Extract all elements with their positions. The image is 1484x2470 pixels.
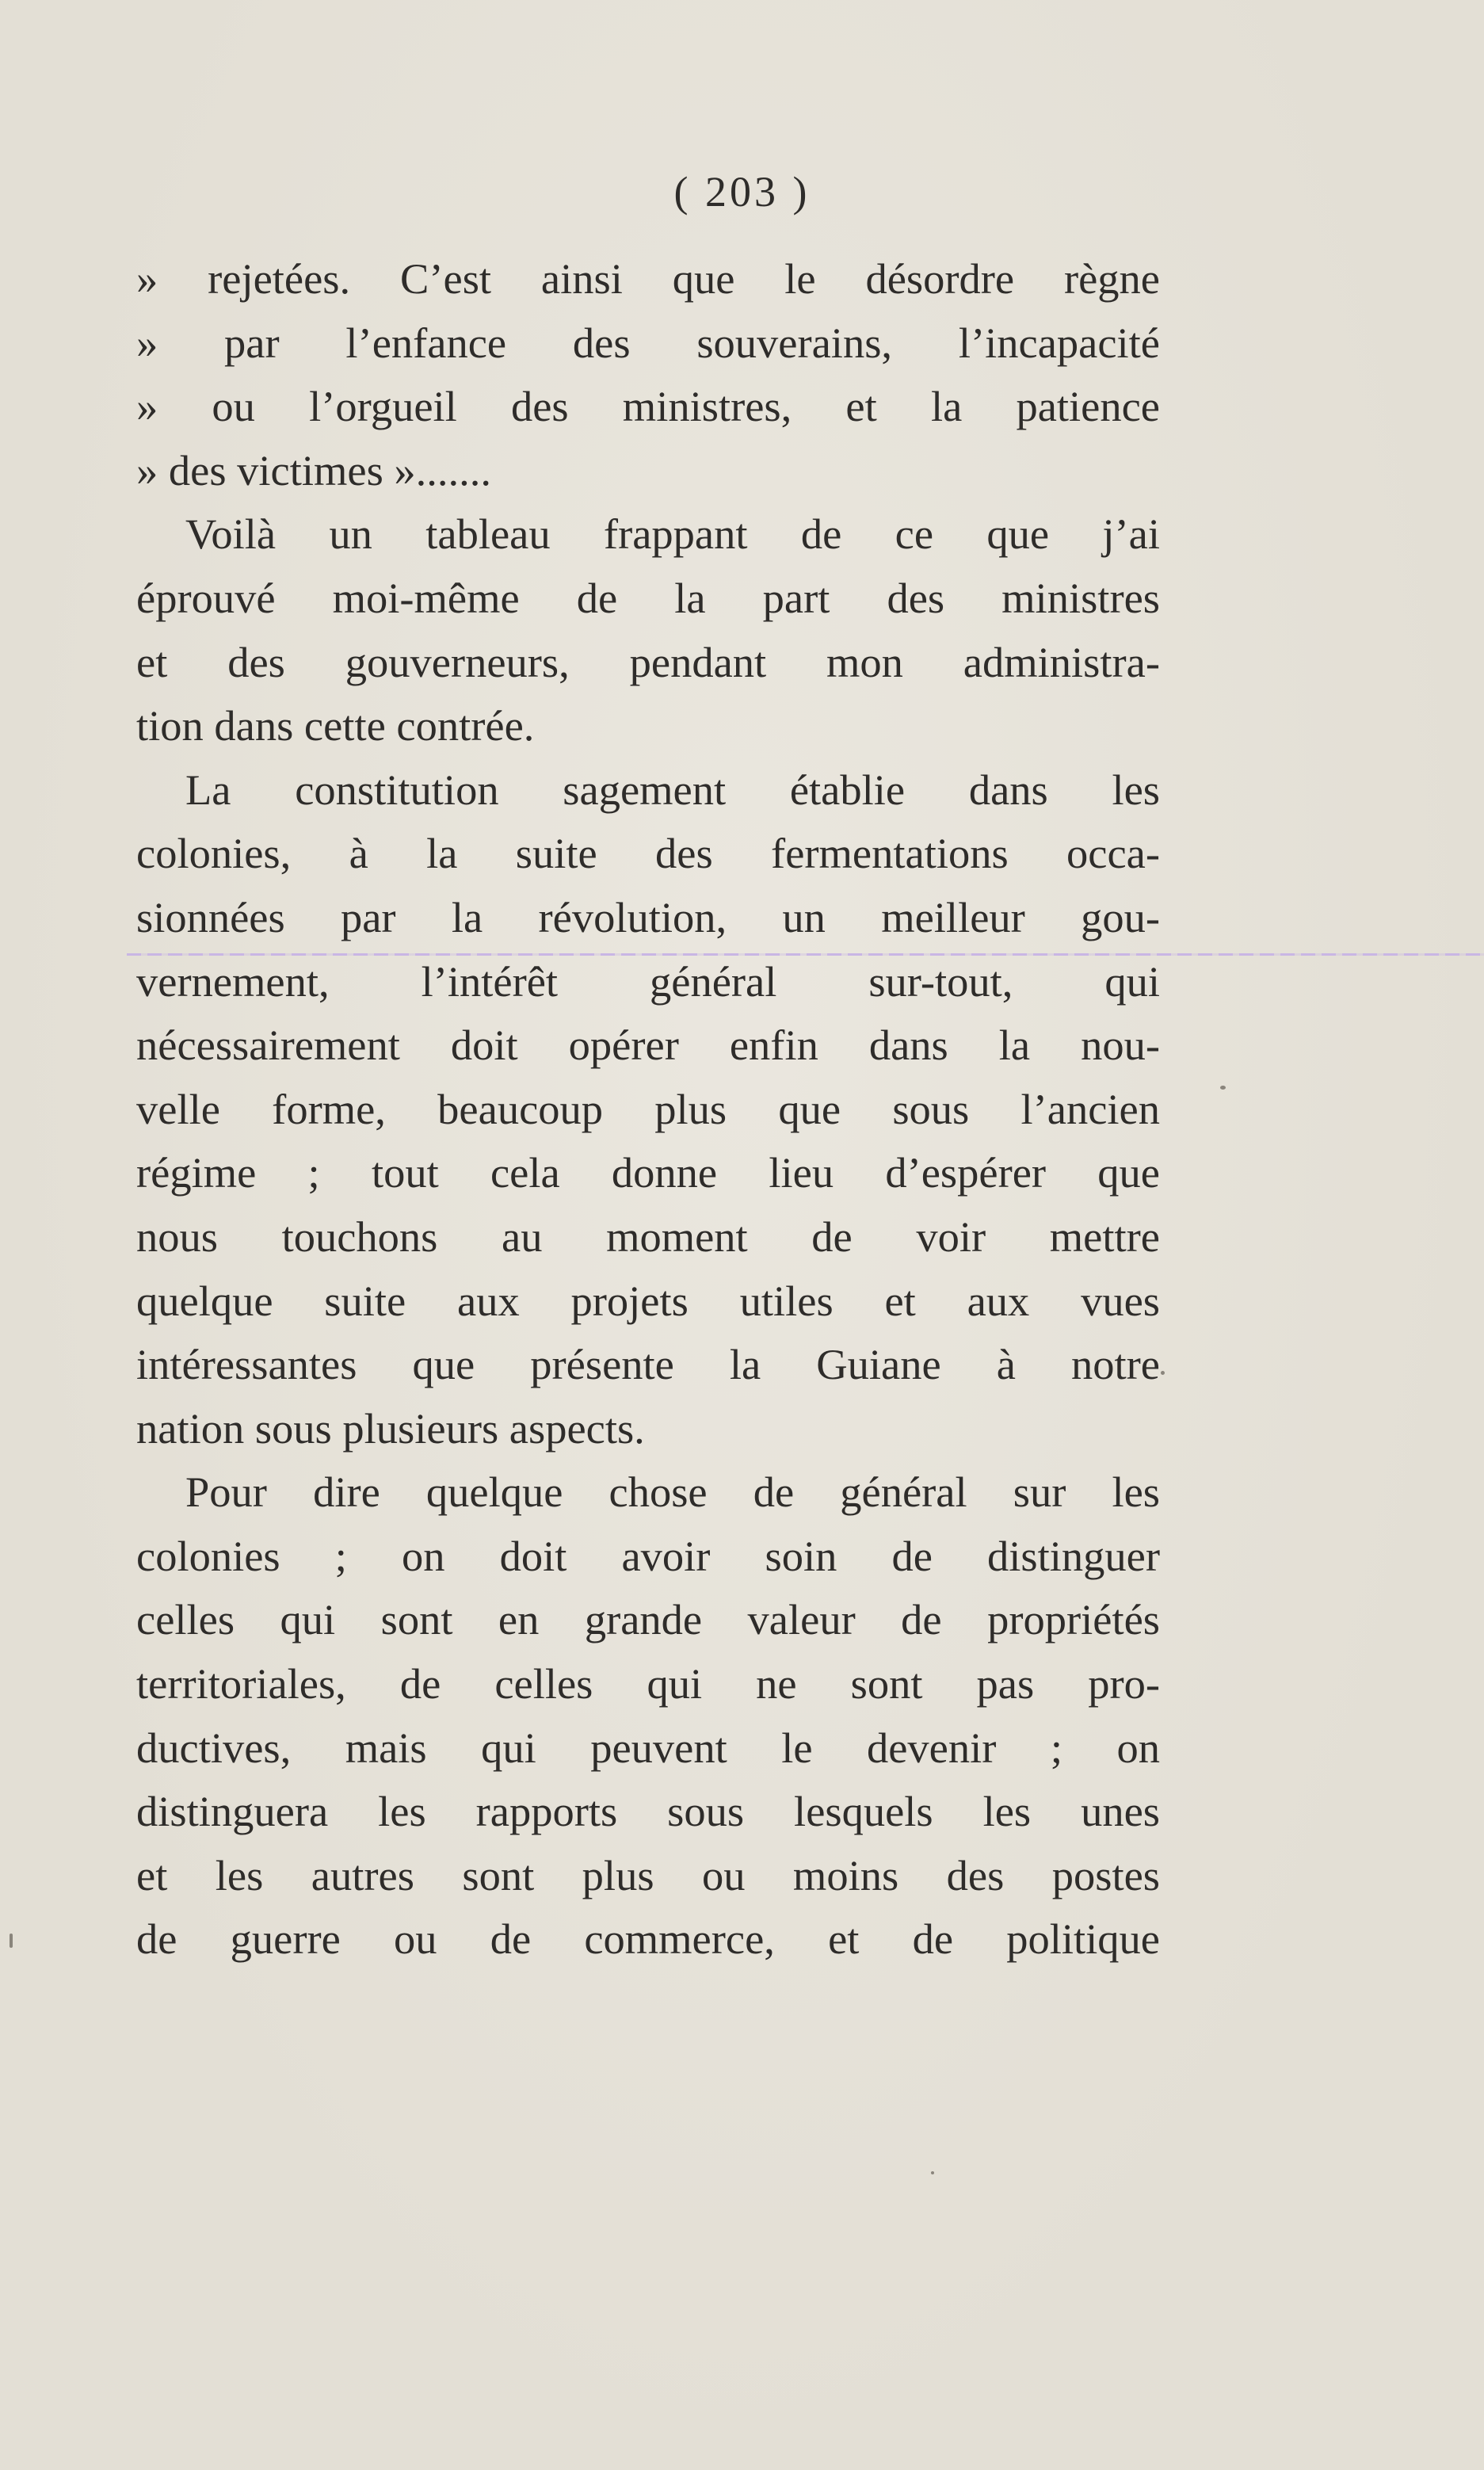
text-line: tion dans cette contrée. (136, 701, 535, 750)
text-line: régime ; tout cela donne lieu d’espérer que (136, 1148, 1160, 1197)
text-line: nécessairement doit opérer enfin dans la nou- (136, 1021, 1160, 1070)
text-line: nous touchons au moment de voir mettre (136, 1212, 1160, 1261)
paragraph-start-line: La constitution sagement établie dans les (185, 765, 1160, 814)
body-text (136, 247, 1160, 1972)
text-line: ductives, mais qui peuvent le devenir ; on (136, 1723, 1160, 1772)
text-line: et des gouverneurs, pendant mon administra- (136, 637, 1160, 686)
text-line: et les autres sont plus ou moins des postes (136, 1850, 1160, 1899)
paper-speck (1220, 1086, 1226, 1090)
paragraph-start-line: Pour dire quelque chose de général sur les (185, 1468, 1160, 1517)
text-line: » des victimes »....... (136, 445, 492, 494)
paragraph-start-line: Voilà un tableau frappant de ce que j’ai (185, 510, 1160, 559)
text-line: » ou l’orgueil des ministres, et la patience (136, 382, 1160, 431)
text-line: intéressantes que présente la Guiane à notre (136, 1340, 1160, 1389)
page-number: ( 203 ) (673, 168, 811, 216)
paper-speck (1161, 1371, 1165, 1375)
text-line: celles qui sont en grande valeur de propriétés (136, 1595, 1160, 1644)
text-line: de guerre ou de commerce, et de politique (136, 1915, 1160, 1964)
text-line: éprouvé moi-même de la part des ministres (136, 573, 1160, 622)
text-line: quelque suite aux projets utiles et aux vues (136, 1276, 1160, 1325)
text-line: » par l’enfance des souverains, l’incapacité (136, 318, 1160, 367)
scan-artifact-line (127, 953, 1484, 956)
text-line: colonies ; on doit avoir soin de distinguer (136, 1531, 1160, 1580)
text-line: velle forme, beaucoup plus que sous l’ancien (136, 1084, 1160, 1133)
text-line: vernement, l’intérêt général sur-tout, qui (136, 956, 1160, 1006)
text-line: distinguera les rapports sous lesquels les unes (136, 1787, 1160, 1836)
paper-speck (931, 2171, 934, 2174)
text-line: territoriales, de celles qui ne sont pas pro- (136, 1659, 1160, 1708)
text-line: nation sous plusieurs aspects. (136, 1403, 645, 1453)
paper-speck (10, 1934, 13, 1948)
text-line: colonies, à la suite des fermentations occa- (136, 829, 1160, 878)
text-line: sionnées par la révolution, un meilleur gou- (136, 892, 1160, 941)
text-line: » rejetées. C’est ainsi que le désordre règne (136, 254, 1160, 303)
